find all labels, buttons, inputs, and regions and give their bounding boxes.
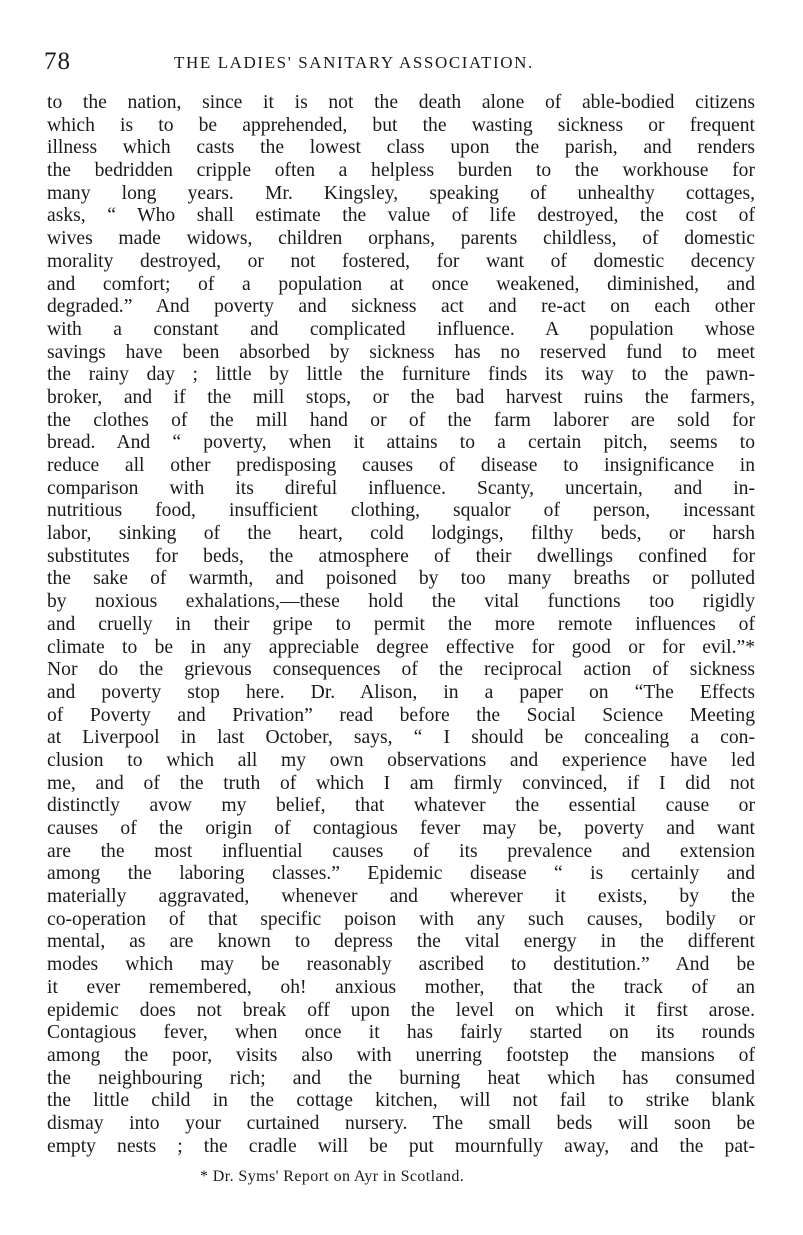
- text-line: the neighbouring rich; and the burning heat which has consumed: [47, 1067, 755, 1089]
- text-line: and comfort; of a population at once weakened, diminished, and: [47, 273, 755, 295]
- text-line: labor, sinking of the heart, cold lodgings, filthy beds, or harsh: [47, 523, 755, 545]
- text-line: at Liverpool in last October, says, “ I should be concealing a con-: [47, 727, 755, 749]
- text-line: savings have been absorbed by sickness has no reserved fund to meet: [47, 341, 755, 363]
- text-line: many long years. Mr. Kingsley, speaking of unhealthy cottages,: [47, 182, 755, 204]
- text-line: dismay into your curtained nursery. The small beds will soon be: [47, 1112, 755, 1134]
- footnote: * Dr. Syms' Report on Ayr in Scotland.: [200, 1168, 465, 1185]
- text-line: reduce all other predisposing causes of disease to insignificance in: [47, 455, 755, 476]
- text-line: distinctly avow my belief, that whatever the essential cause or: [47, 795, 755, 817]
- text-line: with a constant and complicated influence. A population whose: [47, 318, 755, 340]
- text-line: of Poverty and Privation” read before the Social Science Meeting: [47, 704, 755, 726]
- text-line: wives made widows, children orphans, parents childless, of domestic: [47, 228, 755, 250]
- text-line: among the poor, visits also with unerring footstep the mansions of: [47, 1044, 755, 1066]
- text-line: empty nests ; the cradle will be put mournfully away, and the pat-: [47, 1135, 755, 1157]
- text-line: climate to be in any appreciable degree effective for good or for evil.”*: [47, 636, 755, 658]
- text-line: me, and of the truth of which I am firmly convinced, if I did not: [47, 772, 755, 794]
- text-line: the clothes of the mill hand or of the farm laborer are sold for: [47, 409, 755, 431]
- text-line: which is to be apprehended, but the wasting sickness or frequent: [47, 114, 755, 136]
- page-number: 78: [44, 48, 71, 75]
- text-line: clusion to which all my own observations and experience have led: [47, 749, 755, 771]
- text-line: it ever remembered, oh! anxious mother, that the track of an: [47, 976, 755, 998]
- text-line: illness which casts the lowest class upon the parish, and renders: [47, 137, 755, 159]
- text-line: Contagious fever, when once it has fairly started on its rounds: [47, 1022, 755, 1044]
- text-line: and cruelly in their gripe to permit the more remote influences of: [47, 613, 755, 635]
- text-line: the little child in the cottage kitchen, will not fail to strike blank: [47, 1090, 755, 1112]
- text-line: the rainy day ; little by little the furniture finds its way to the pawn-: [47, 364, 755, 386]
- text-line: Nor do the grievous consequences of the reciprocal action of sickness: [47, 659, 755, 681]
- text-line: degraded.” And poverty and sickness act and re-act on each other: [47, 296, 755, 318]
- text-line: nutritious food, insufficient clothing, squalor of person, incessant: [47, 500, 755, 522]
- text-line: are the most influential causes of its prevalence and extension: [47, 840, 755, 862]
- text-line: to the nation, since it is not the death alone of able-bodied citizens: [47, 92, 755, 113]
- text-line: bread. And “ poverty, when it attains to a certain pitch, seems to: [47, 432, 755, 454]
- text-line: broker, and if the mill stops, or the bad harvest ruins the farmers,: [47, 386, 755, 408]
- text-line: modes which may be reasonably ascribed to destitution.” And be: [47, 954, 755, 976]
- text-line: co-operation of that specific poison with any such causes, bodily or: [47, 908, 755, 930]
- text-line: by noxious exhalations,—these hold the vital functions too rigidly: [47, 591, 755, 613]
- text-line: among the laboring classes.” Epidemic disease “ is certainly and: [47, 863, 755, 885]
- text-line: materially aggravated, whenever and wherever it exists, by the: [47, 886, 755, 908]
- text-line: epidemic does not break off upon the level on which it first arose.: [47, 999, 755, 1021]
- text-line: asks, “ Who shall estimate the value of life destroyed, the cost of: [47, 205, 755, 227]
- running-title: THE LADIES' SANITARY ASSOCIATION.: [174, 53, 534, 72]
- text-line: substitutes for beds, the atmosphere of their dwellings confined for: [47, 545, 755, 567]
- text-line: and poverty stop here. Dr. Alison, in a paper on “The Effects: [47, 681, 755, 703]
- text-line: the bedridden cripple often a helpless burden to the workhouse for: [47, 160, 755, 182]
- text-line: comparison with its direful influence. Scanty, uncertain, and in-: [47, 477, 755, 499]
- body-text: [47, 92, 755, 1158]
- text-line: causes of the origin of contagious fever may be, poverty and want: [47, 818, 755, 839]
- page-header: [44, 46, 764, 78]
- text-line: morality destroyed, or not fostered, for want of domestic decency: [47, 250, 755, 272]
- text-line: mental, as are known to depress the vital energy in the different: [47, 931, 755, 953]
- text-line: the sake of warmth, and poisoned by too many breaths or polluted: [47, 568, 755, 590]
